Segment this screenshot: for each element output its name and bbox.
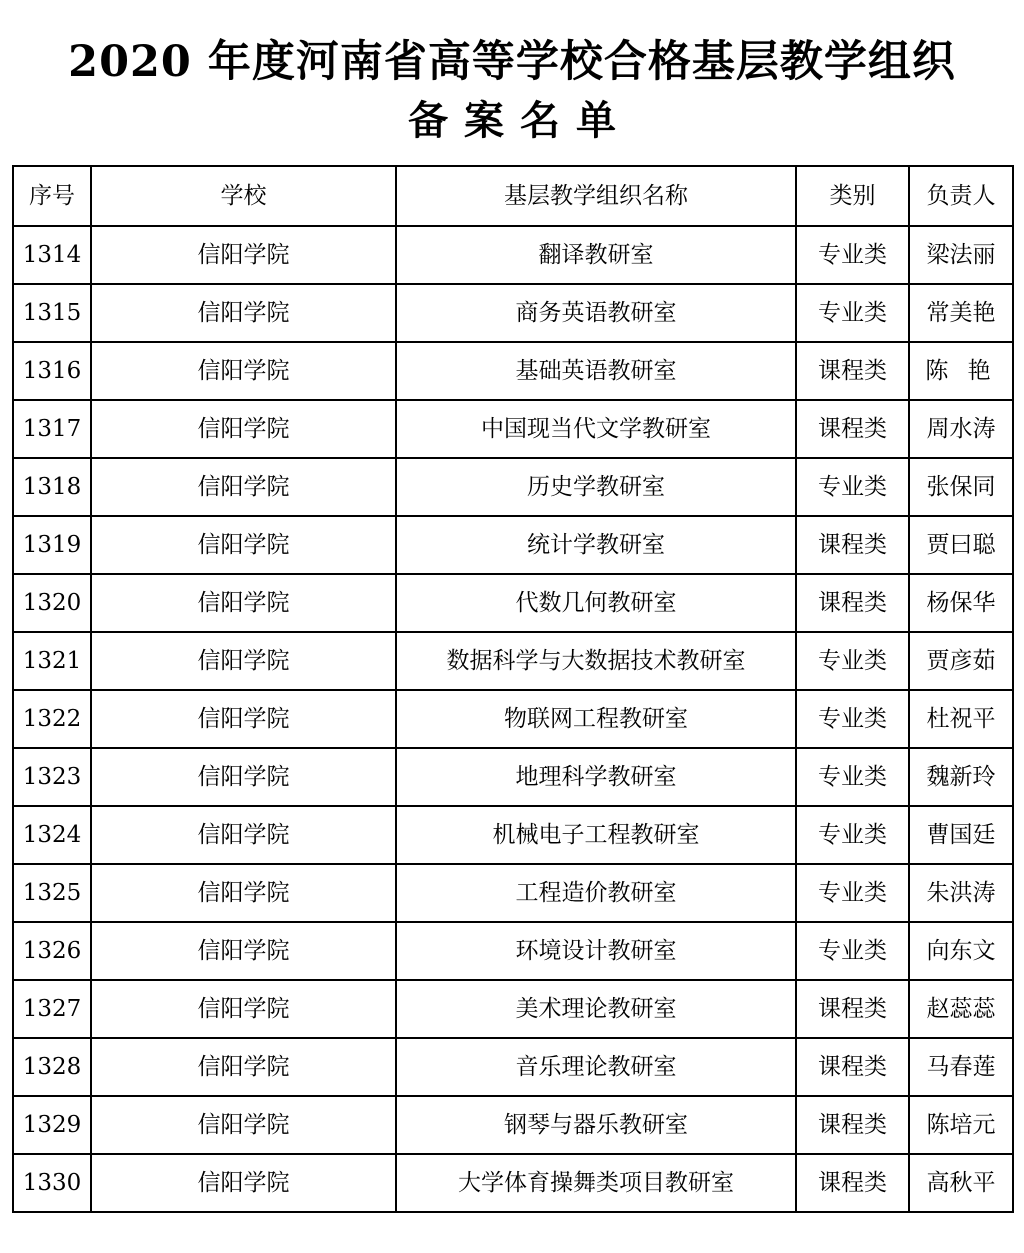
cell-type: 专业类 bbox=[796, 284, 909, 342]
cell-owner: 高秋平 bbox=[909, 1154, 1013, 1212]
cell-org: 代数几何教研室 bbox=[396, 574, 796, 632]
column-header-seq: 序号 bbox=[13, 166, 91, 226]
cell-type: 课程类 bbox=[796, 1038, 909, 1096]
cell-owner: 马春莲 bbox=[909, 1038, 1013, 1096]
cell-type: 专业类 bbox=[796, 806, 909, 864]
cell-owner: 陈 艳 bbox=[909, 342, 1013, 400]
cell-school: 信阳学院 bbox=[91, 400, 396, 458]
cell-type: 课程类 bbox=[796, 342, 909, 400]
page-title-line-2: 备案名单 bbox=[408, 97, 632, 145]
cell-seq: 1318 bbox=[13, 458, 91, 516]
cell-owner: 梁法丽 bbox=[909, 226, 1013, 284]
cell-seq: 1315 bbox=[13, 284, 91, 342]
cell-school: 信阳学院 bbox=[91, 922, 396, 980]
cell-school: 信阳学院 bbox=[91, 632, 396, 690]
cell-type: 课程类 bbox=[796, 980, 909, 1038]
cell-owner: 贾彦茹 bbox=[909, 632, 1013, 690]
table-row bbox=[13, 400, 1013, 458]
cell-seq: 1314 bbox=[13, 226, 91, 284]
cell-type: 课程类 bbox=[796, 1096, 909, 1154]
cell-org: 钢琴与器乐教研室 bbox=[396, 1096, 796, 1154]
cell-school: 信阳学院 bbox=[91, 1096, 396, 1154]
cell-owner: 贾曰聪 bbox=[909, 516, 1013, 574]
table-row bbox=[13, 1038, 1013, 1096]
cell-org: 工程造价教研室 bbox=[396, 864, 796, 922]
cell-owner: 常美艳 bbox=[909, 284, 1013, 342]
table-row bbox=[13, 284, 1013, 342]
cell-school: 信阳学院 bbox=[91, 284, 396, 342]
cell-org: 地理科学教研室 bbox=[396, 748, 796, 806]
cell-org: 音乐理论教研室 bbox=[396, 1038, 796, 1096]
cell-org: 商务英语教研室 bbox=[396, 284, 796, 342]
cell-owner: 陈培元 bbox=[909, 1096, 1013, 1154]
page-title-line-1: 2020 年度河南省高等学校合格基层教学组织 bbox=[68, 37, 956, 87]
cell-seq: 1327 bbox=[13, 980, 91, 1038]
cell-owner: 曹国廷 bbox=[909, 806, 1013, 864]
table-header-row bbox=[13, 166, 1013, 226]
cell-school: 信阳学院 bbox=[91, 748, 396, 806]
cell-owner: 向东文 bbox=[909, 922, 1013, 980]
cell-type: 课程类 bbox=[796, 574, 909, 632]
cell-school: 信阳学院 bbox=[91, 516, 396, 574]
table-row bbox=[13, 748, 1013, 806]
cell-org: 数据科学与大数据技术教研室 bbox=[396, 632, 796, 690]
table-row bbox=[13, 516, 1013, 574]
cell-type: 专业类 bbox=[796, 748, 909, 806]
cell-type: 专业类 bbox=[796, 226, 909, 284]
table-container bbox=[12, 165, 1012, 1213]
cell-org: 历史学教研室 bbox=[396, 458, 796, 516]
table-row bbox=[13, 1096, 1013, 1154]
cell-owner: 魏新玲 bbox=[909, 748, 1013, 806]
cell-org: 机械电子工程教研室 bbox=[396, 806, 796, 864]
cell-type: 专业类 bbox=[796, 922, 909, 980]
cell-school: 信阳学院 bbox=[91, 226, 396, 284]
cell-seq: 1321 bbox=[13, 632, 91, 690]
cell-owner: 朱洪涛 bbox=[909, 864, 1013, 922]
registration-table bbox=[12, 165, 1014, 1213]
cell-seq: 1322 bbox=[13, 690, 91, 748]
cell-seq: 1324 bbox=[13, 806, 91, 864]
column-header-owner: 负责人 bbox=[909, 166, 1013, 226]
cell-type: 专业类 bbox=[796, 458, 909, 516]
cell-seq: 1319 bbox=[13, 516, 91, 574]
table-body bbox=[13, 226, 1013, 1212]
cell-type: 专业类 bbox=[796, 690, 909, 748]
cell-seq: 1320 bbox=[13, 574, 91, 632]
cell-seq: 1326 bbox=[13, 922, 91, 980]
cell-school: 信阳学院 bbox=[91, 690, 396, 748]
table-row bbox=[13, 226, 1013, 284]
cell-owner: 杨保华 bbox=[909, 574, 1013, 632]
cell-owner: 周水涛 bbox=[909, 400, 1013, 458]
cell-type: 专业类 bbox=[796, 632, 909, 690]
cell-seq: 1330 bbox=[13, 1154, 91, 1212]
cell-school: 信阳学院 bbox=[91, 458, 396, 516]
cell-owner: 杜祝平 bbox=[909, 690, 1013, 748]
column-header-type: 类别 bbox=[796, 166, 909, 226]
table-row bbox=[13, 632, 1013, 690]
cell-school: 信阳学院 bbox=[91, 806, 396, 864]
table-row bbox=[13, 342, 1013, 400]
cell-org: 环境设计教研室 bbox=[396, 922, 796, 980]
table-row bbox=[13, 690, 1013, 748]
cell-owner: 赵蕊蕊 bbox=[909, 980, 1013, 1038]
table-row bbox=[13, 806, 1013, 864]
cell-seq: 1323 bbox=[13, 748, 91, 806]
cell-seq: 1325 bbox=[13, 864, 91, 922]
table-row bbox=[13, 864, 1013, 922]
table-row bbox=[13, 980, 1013, 1038]
cell-seq: 1328 bbox=[13, 1038, 91, 1096]
cell-school: 信阳学院 bbox=[91, 1038, 396, 1096]
cell-owner: 张保同 bbox=[909, 458, 1013, 516]
table-row bbox=[13, 458, 1013, 516]
cell-school: 信阳学院 bbox=[91, 864, 396, 922]
cell-type: 课程类 bbox=[796, 400, 909, 458]
table-row bbox=[13, 574, 1013, 632]
cell-org: 中国现当代文学教研室 bbox=[396, 400, 796, 458]
cell-org: 大学体育操舞类项目教研室 bbox=[396, 1154, 796, 1212]
cell-school: 信阳学院 bbox=[91, 1154, 396, 1212]
document-title-block bbox=[0, 0, 1024, 147]
cell-seq: 1316 bbox=[13, 342, 91, 400]
cell-org: 基础英语教研室 bbox=[396, 342, 796, 400]
cell-org: 美术理论教研室 bbox=[396, 980, 796, 1038]
table-row bbox=[13, 922, 1013, 980]
cell-type: 课程类 bbox=[796, 516, 909, 574]
cell-school: 信阳学院 bbox=[91, 980, 396, 1038]
table-row bbox=[13, 1154, 1013, 1212]
cell-school: 信阳学院 bbox=[91, 342, 396, 400]
column-header-org: 基层教学组织名称 bbox=[396, 166, 796, 226]
cell-org: 翻译教研室 bbox=[396, 226, 796, 284]
cell-school: 信阳学院 bbox=[91, 574, 396, 632]
cell-type: 课程类 bbox=[796, 1154, 909, 1212]
cell-org: 统计学教研室 bbox=[396, 516, 796, 574]
cell-seq: 1317 bbox=[13, 400, 91, 458]
column-header-school: 学校 bbox=[91, 166, 396, 226]
cell-type: 专业类 bbox=[796, 864, 909, 922]
cell-seq: 1329 bbox=[13, 1096, 91, 1154]
cell-org: 物联网工程教研室 bbox=[396, 690, 796, 748]
